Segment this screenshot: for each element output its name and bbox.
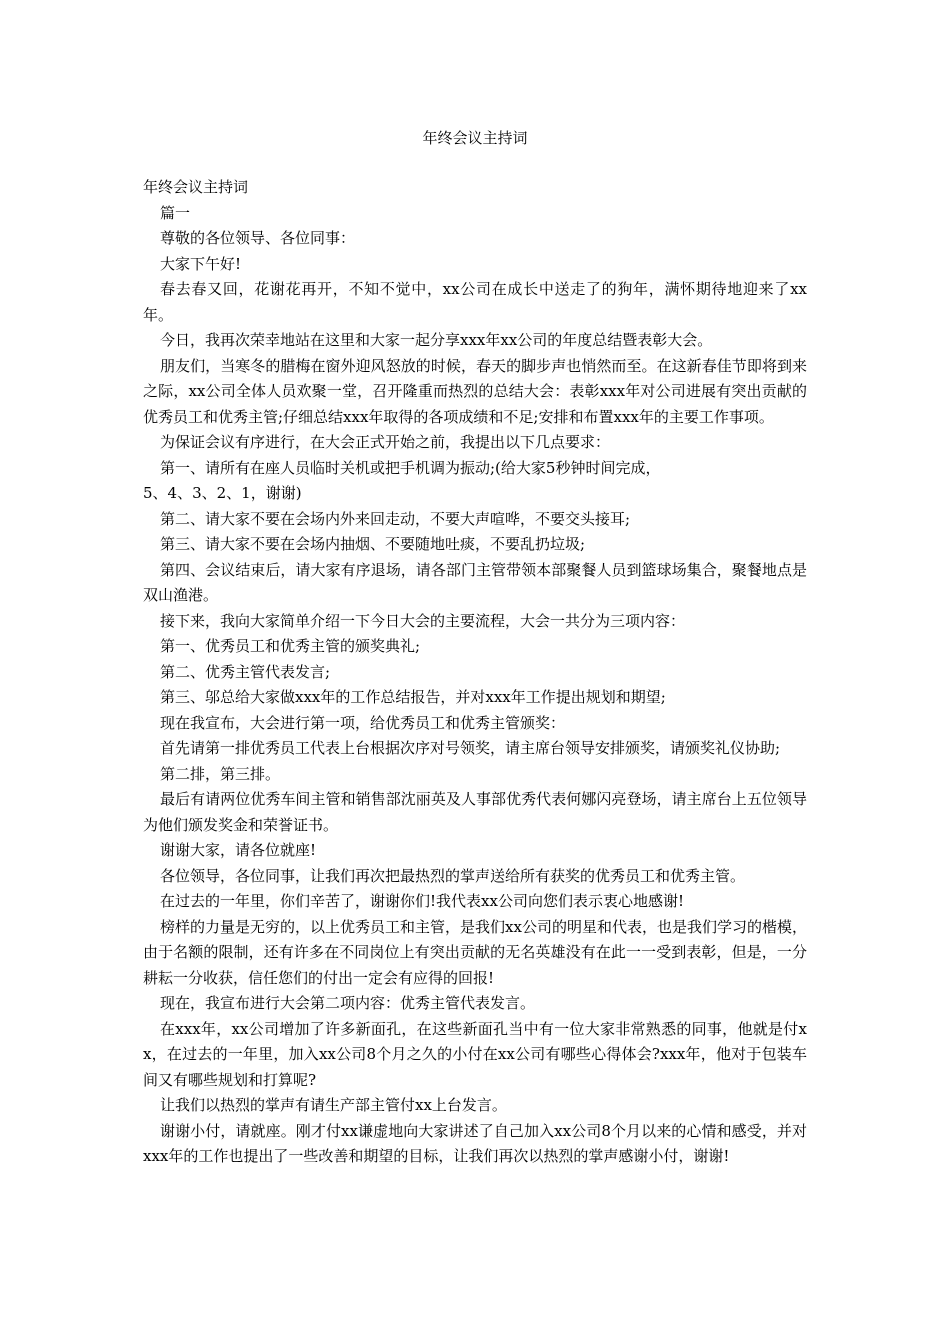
paragraph: 最后有请两位优秀车间主管和销售部沈丽英及人事部优秀代表何娜闪亮登场，请主席台上五位领导为他们颁发奖金和荣誉证书。 [143, 790, 807, 834]
paragraph: 第二、请大家不要在会场内外来回走动，不要大声喧哗，不要交头接耳; [160, 509, 631, 528]
paragraph: 现在我宣布，大会进行第一项，给优秀员工和优秀主管颁奖： [160, 713, 566, 732]
paragraph: 第二、优秀主管代表发言; [160, 662, 331, 681]
paragraph: 谢谢大家，请各位就座! [160, 841, 317, 859]
paragraph: 第一、请所有在座人员临时关机或把手机调为振动;(给大家5秒钟时间完成， [160, 458, 661, 477]
paragraph: 春去春又回，花谢花再开，不知不觉中，xx公司在成长中送走了的狗年，满怀期待地迎来了xx年。 [143, 280, 807, 324]
paragraph: 第一、优秀员工和优秀主管的颁奖典礼; [160, 637, 421, 655]
paragraph: 第三、请大家不要在会场内抽烟、不要随地吐痰，不要乱扔垃圾; [160, 535, 586, 553]
paragraph: 今日，我再次荣幸地站在这里和大家一起分享xxx年xx公司的年度总结暨表彰大会。 [160, 331, 713, 349]
paragraph: 让我们以热烈的掌声有请生产部主管付xx上台发言。 [160, 1096, 507, 1114]
paragraph: 为保证会议有序进行，在大会正式开始之前，我提出以下几点要求： [160, 433, 611, 451]
paragraph: 首先请第一排优秀员工代表上台根据次序对号领奖，请主席台领导安排颁奖，请颁奖礼仪协助; [160, 739, 781, 757]
paragraph: 尊敬的各位领导、各位同事： [160, 229, 356, 247]
paragraph: 在xxx年，xx公司增加了许多新面孔，在这些新面孔当中有一位大家非常熟悉的同事，他就是付xx，在过去的一年里，加入xx公司8个月之久的小付在xx公司有哪些心得体会?xxx年，他对于包装车间又有哪些规划和打算呢? [143, 1019, 807, 1089]
paragraph: 大家下午好! [160, 254, 242, 273]
paragraph: 第三、邬总给大家做xxx年的工作总结报告，并对xxx年工作提出规划和期望; [160, 688, 666, 706]
paragraph: 在过去的一年里，你们辛苦了，谢谢你们!我代表xx公司向您们表示衷心地感谢! [160, 892, 684, 910]
paragraph: 5、4、3、2、1，谢谢) [143, 484, 302, 502]
paragraph: 榜样的力量是无穷的，以上优秀员工和主管，是我们xx公司的明星和代表，也是我们学习的楷模，由于名额的限制，还有许多在不同岗位上有突出贡献的无名英雄没有在此一一受到表彰，但是，一分耕耘一分收获，信任您们的付出一定会有应得的回报! [143, 917, 807, 987]
paragraph: 第二排，第三排。 [160, 764, 281, 783]
paragraph: 篇一 [160, 203, 191, 222]
paragraph: 年终会议主持词 [143, 178, 249, 196]
paragraph: 朋友们，当寒冬的腊梅在窗外迎风怒放的时候，春天的脚步声也悄然而至。在这新春佳节即将到来之际，xx公司全体人员欢聚一堂，召开隆重而热烈的总结大会：表彰xxx年对公司进展有突出贡献的优秀员工和优秀主管;仔细总结xxx年取得的各项成绩和不足;安排和布置xxx年的主要工作事项。 [143, 356, 807, 426]
document-body [143, 175, 807, 1170]
paragraph: 接下来，我向大家简单介绍一下今日大会的主要流程，大会一共分为三项内容： [160, 611, 686, 630]
paragraph: 现在，我宣布进行大会第二项内容：优秀主管代表发言。 [160, 994, 536, 1012]
paragraph: 谢谢小付，请就座。刚才付xx谦虚地向大家讲述了自己加入xx公司8个月以来的心情和感受，并对xxx年的工作也提出了一些改善和期望的目标，让我们再次以热烈的掌声感谢小付，谢谢! [143, 1121, 807, 1165]
document-title: 年终会议主持词 [422, 129, 528, 147]
paragraph: 第四、会议结束后，请大家有序退场，请各部门主管带领本部聚餐人员到篮球场集合，聚餐地点是双山渔港。 [143, 560, 807, 604]
paragraph: 各位领导，各位同事，让我们再次把最热烈的掌声送给所有获奖的优秀员工和优秀主管。 [160, 866, 746, 885]
